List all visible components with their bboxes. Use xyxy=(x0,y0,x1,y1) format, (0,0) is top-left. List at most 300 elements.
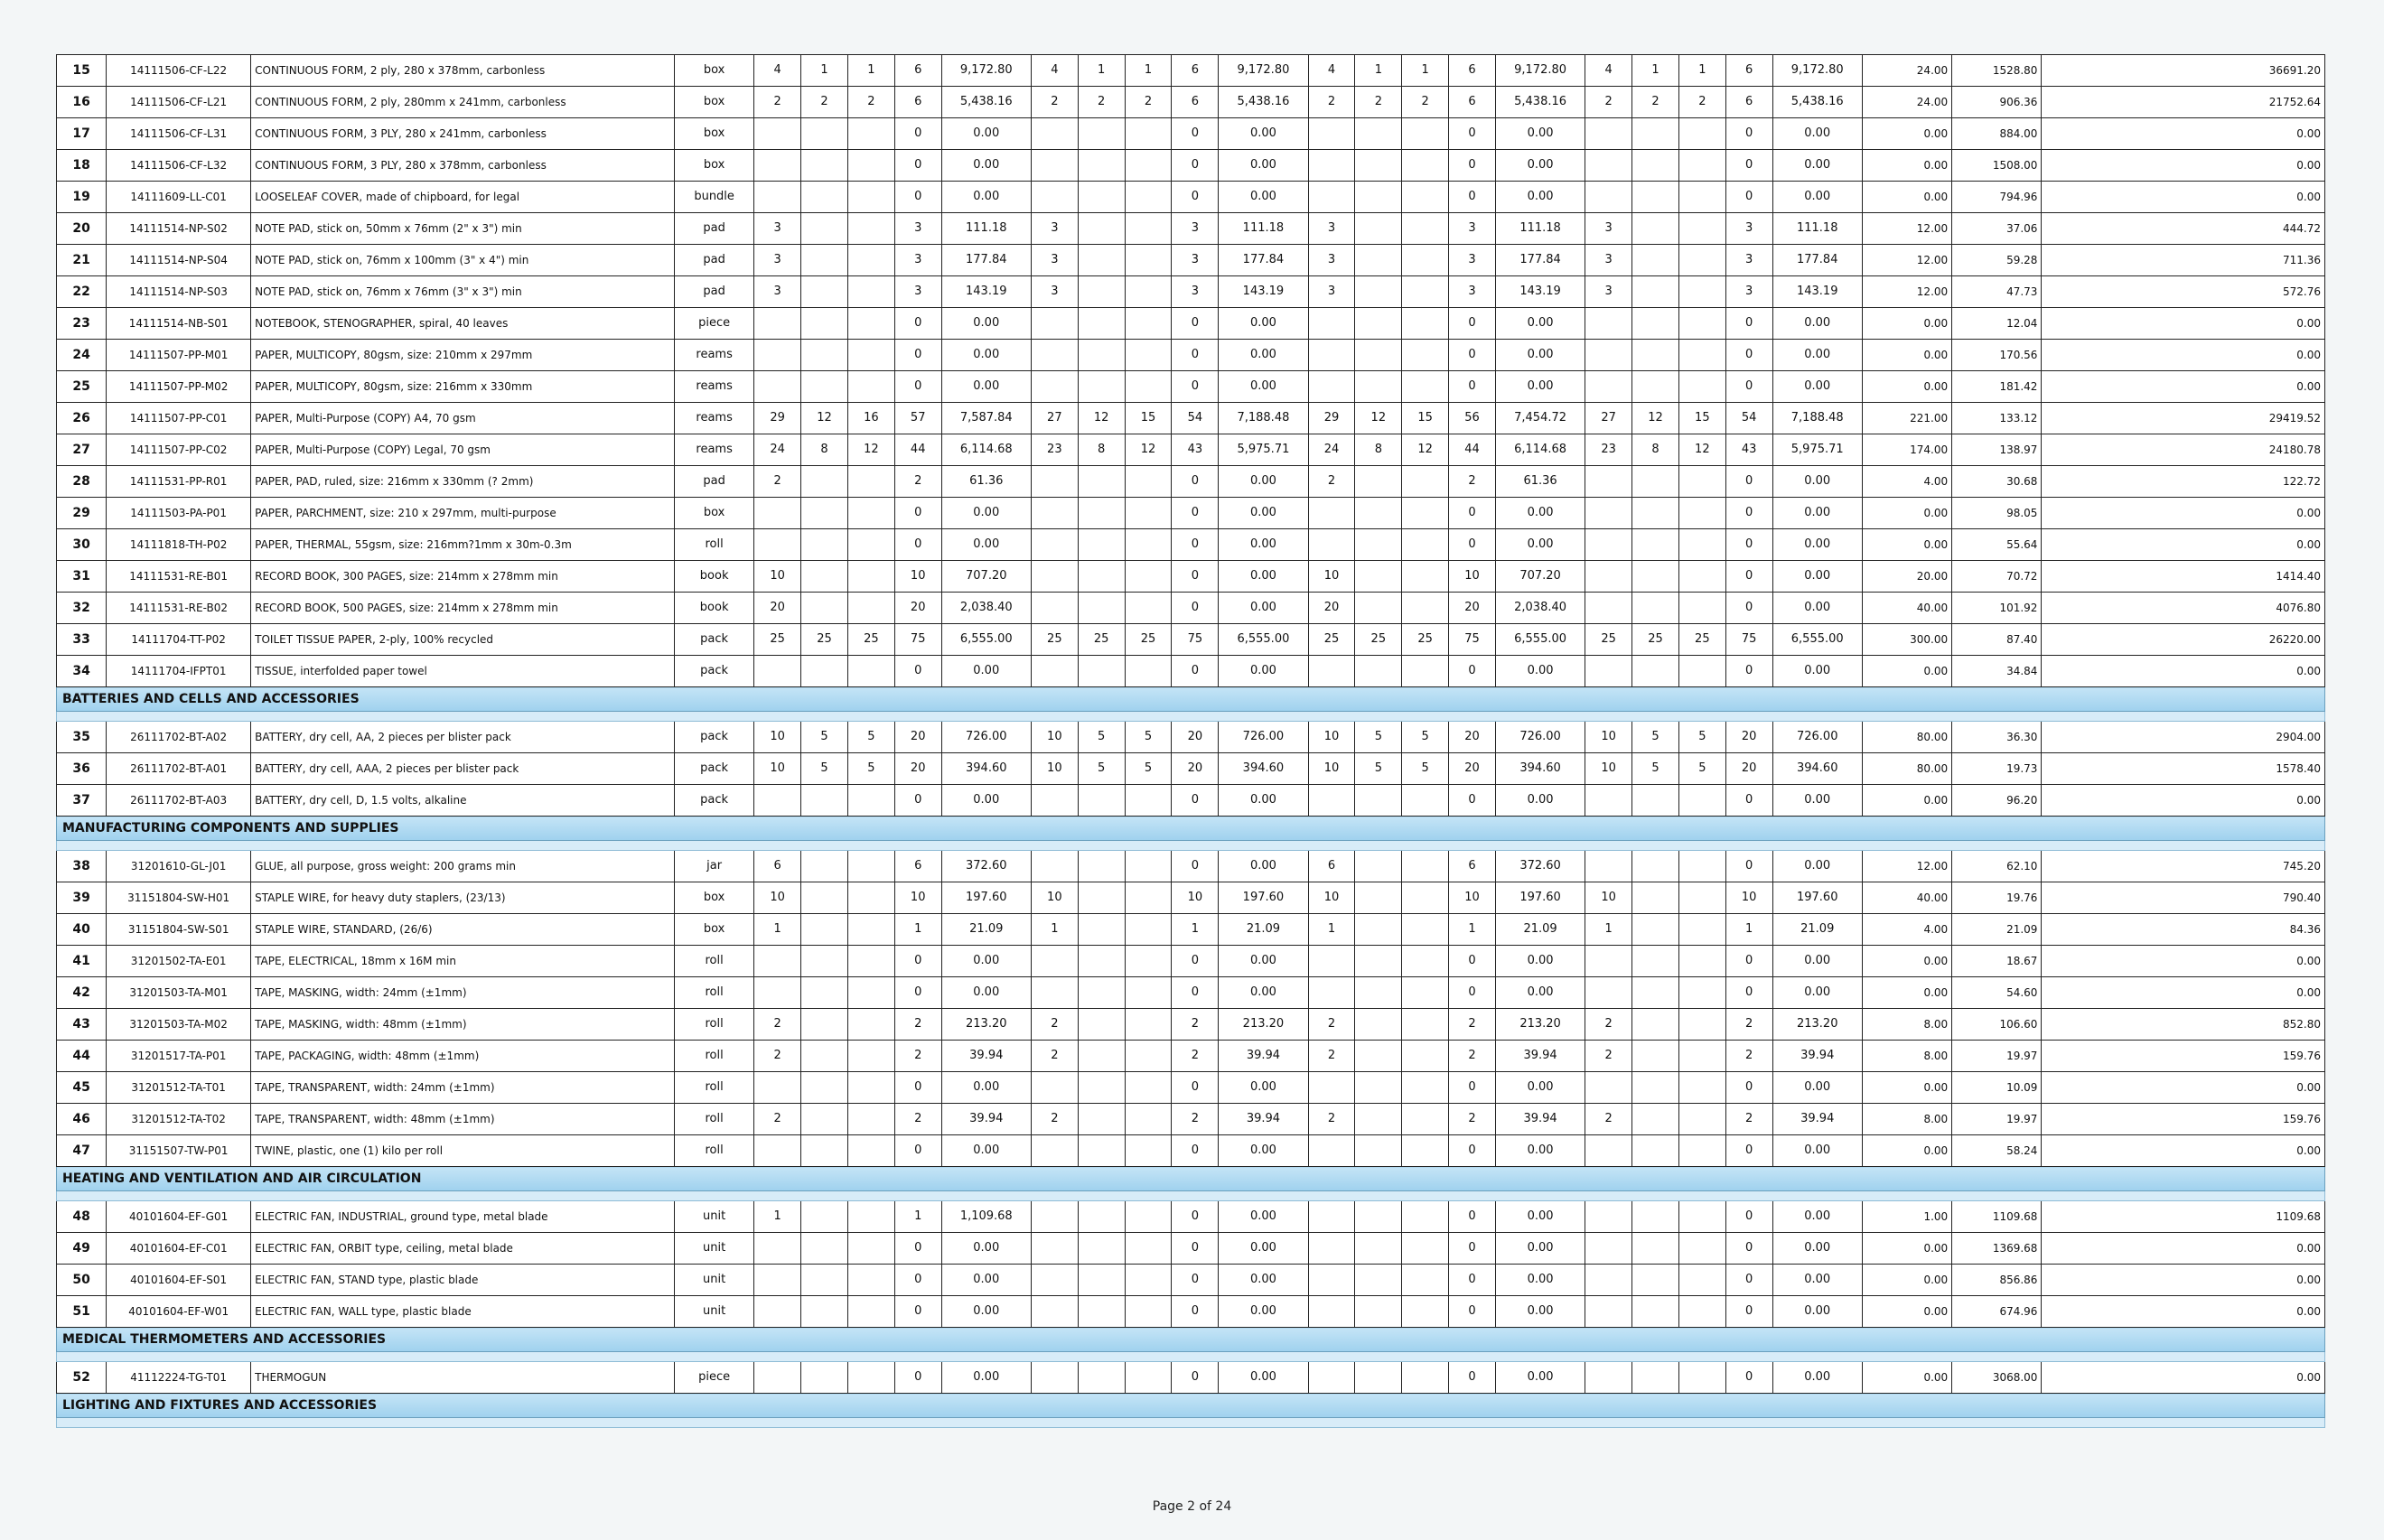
item-description: PAPER, Multi-Purpose (COPY) Legal, 70 gsm xyxy=(251,434,675,466)
q3-m2 xyxy=(1355,1296,1402,1328)
q4-m3 xyxy=(1678,213,1725,245)
total-quantity: 0.00 xyxy=(1862,1135,1951,1167)
q1-total: 0 xyxy=(894,1296,941,1328)
unit: roll xyxy=(675,1072,754,1104)
table-row xyxy=(57,753,2325,785)
q2-total: 43 xyxy=(1172,434,1219,466)
q2-total: 0 xyxy=(1172,656,1219,687)
q1-total: 20 xyxy=(894,593,941,624)
item-code: 14111609-LL-C01 xyxy=(107,182,251,213)
total-amount: 0.00 xyxy=(2042,946,2325,977)
table-row xyxy=(57,656,2325,687)
q3-m1 xyxy=(1308,182,1355,213)
q4-m3: 5 xyxy=(1678,722,1725,753)
q3-m2 xyxy=(1355,308,1402,340)
item-code: 14111507-PP-M02 xyxy=(107,371,251,403)
q1-amount: 9,172.80 xyxy=(941,55,1031,87)
q4-m2 xyxy=(1632,529,1679,561)
unit-price: 96.20 xyxy=(1952,785,2042,817)
q3-m1 xyxy=(1308,977,1355,1009)
unit: roll xyxy=(675,529,754,561)
table-row xyxy=(57,624,2325,656)
q2-m2 xyxy=(1078,785,1125,817)
q3-m2 xyxy=(1355,1362,1402,1394)
q2-m1 xyxy=(1031,593,1078,624)
q3-m1 xyxy=(1308,946,1355,977)
unit: pack xyxy=(675,624,754,656)
q2-m2 xyxy=(1078,213,1125,245)
q4-total: 54 xyxy=(1725,403,1772,434)
total-quantity: 12.00 xyxy=(1862,213,1951,245)
q2-total: 0 xyxy=(1172,593,1219,624)
q4-amount: 111.18 xyxy=(1772,213,1862,245)
q3-amount: 9,172.80 xyxy=(1495,55,1585,87)
q1-total: 2 xyxy=(894,1104,941,1135)
q4-total: 0 xyxy=(1725,561,1772,593)
q1-m2 xyxy=(801,851,848,882)
q4-amount: 0.00 xyxy=(1772,561,1862,593)
total-quantity: 0.00 xyxy=(1862,1233,1951,1265)
q2-m2 xyxy=(1078,851,1125,882)
item-description: GLUE, all purpose, gross weight: 200 grams min xyxy=(251,851,675,882)
q2-m1: 4 xyxy=(1031,55,1078,87)
q3-m3 xyxy=(1402,1041,1449,1072)
q4-total: 0 xyxy=(1725,1265,1772,1296)
unit-price: 884.00 xyxy=(1952,118,2042,150)
q4-amount: 0.00 xyxy=(1772,1296,1862,1328)
q4-m2: 8 xyxy=(1632,434,1679,466)
q1-m3 xyxy=(847,371,894,403)
q4-m1 xyxy=(1585,1072,1632,1104)
q3-m1 xyxy=(1308,1201,1355,1233)
q3-total: 10 xyxy=(1449,882,1496,914)
q4-m2 xyxy=(1632,1041,1679,1072)
q4-m1: 23 xyxy=(1585,434,1632,466)
q3-m2 xyxy=(1355,914,1402,946)
q3-m1: 4 xyxy=(1308,55,1355,87)
q4-m1 xyxy=(1585,1135,1632,1167)
q1-total: 6 xyxy=(894,55,941,87)
item-number: 34 xyxy=(57,656,107,687)
item-number: 52 xyxy=(57,1362,107,1394)
total-amount: 2904.00 xyxy=(2042,722,2325,753)
q3-m3 xyxy=(1402,914,1449,946)
q2-m3: 5 xyxy=(1125,722,1172,753)
q4-m1 xyxy=(1585,656,1632,687)
unit-price: 12.04 xyxy=(1952,308,2042,340)
q1-m1 xyxy=(754,498,801,529)
total-amount: 0.00 xyxy=(2042,656,2325,687)
q4-m3 xyxy=(1678,308,1725,340)
q1-total: 0 xyxy=(894,498,941,529)
q4-m3: 12 xyxy=(1678,434,1725,466)
q4-m2: 25 xyxy=(1632,624,1679,656)
q3-m3 xyxy=(1402,1135,1449,1167)
q2-amount: 0.00 xyxy=(1219,308,1308,340)
unit-price: 98.05 xyxy=(1952,498,2042,529)
q1-amount: 213.20 xyxy=(941,1009,1031,1041)
q2-m3 xyxy=(1125,882,1172,914)
item-code: 31201512-TA-T01 xyxy=(107,1072,251,1104)
q2-amount: 0.00 xyxy=(1219,340,1308,371)
item-code: 14111507-PP-C02 xyxy=(107,434,251,466)
category-label: BATTERIES AND CELLS AND ACCESSORIES xyxy=(57,687,2325,712)
q3-total: 6 xyxy=(1449,851,1496,882)
item-number: 24 xyxy=(57,340,107,371)
unit: jar xyxy=(675,851,754,882)
q4-amount: 177.84 xyxy=(1772,245,1862,276)
q3-m2 xyxy=(1355,466,1402,498)
q4-m2 xyxy=(1632,656,1679,687)
q3-m1: 2 xyxy=(1308,1104,1355,1135)
q4-total: 0 xyxy=(1725,498,1772,529)
q2-m3 xyxy=(1125,245,1172,276)
q1-m3 xyxy=(847,593,894,624)
item-number: 27 xyxy=(57,434,107,466)
q4-total: 0 xyxy=(1725,946,1772,977)
q1-amount: 0.00 xyxy=(941,1072,1031,1104)
category-label: MANUFACTURING COMPONENTS AND SUPPLIES xyxy=(57,817,2325,841)
q2-amount: 0.00 xyxy=(1219,1296,1308,1328)
total-amount: 159.76 xyxy=(2042,1041,2325,1072)
q2-total: 0 xyxy=(1172,466,1219,498)
unit-price: 19.97 xyxy=(1952,1041,2042,1072)
q4-m3 xyxy=(1678,1362,1725,1394)
q4-m2 xyxy=(1632,851,1679,882)
q2-m1: 10 xyxy=(1031,722,1078,753)
q3-total: 2 xyxy=(1449,1104,1496,1135)
q1-m1: 2 xyxy=(754,1104,801,1135)
q1-m3: 12 xyxy=(847,434,894,466)
q1-m1: 2 xyxy=(754,87,801,118)
q4-amount: 0.00 xyxy=(1772,498,1862,529)
q1-m3 xyxy=(847,213,894,245)
q2-total: 0 xyxy=(1172,371,1219,403)
q2-m3 xyxy=(1125,1233,1172,1265)
q2-m3 xyxy=(1125,1104,1172,1135)
q3-total: 10 xyxy=(1449,561,1496,593)
q4-m3 xyxy=(1678,1135,1725,1167)
q1-m1 xyxy=(754,1362,801,1394)
q4-m3 xyxy=(1678,882,1725,914)
q2-amount: 0.00 xyxy=(1219,656,1308,687)
q2-m2 xyxy=(1078,371,1125,403)
q3-m2: 12 xyxy=(1355,403,1402,434)
q2-m2 xyxy=(1078,1233,1125,1265)
q1-m1: 29 xyxy=(754,403,801,434)
q1-m2 xyxy=(801,1201,848,1233)
q1-m2: 12 xyxy=(801,403,848,434)
q3-m3 xyxy=(1402,118,1449,150)
q4-m2 xyxy=(1632,245,1679,276)
table-row xyxy=(57,466,2325,498)
q4-m3 xyxy=(1678,371,1725,403)
q1-m2 xyxy=(801,1362,848,1394)
total-quantity: 0.00 xyxy=(1862,340,1951,371)
q1-m3 xyxy=(847,561,894,593)
q4-m2 xyxy=(1632,946,1679,977)
q4-m2 xyxy=(1632,118,1679,150)
q2-m2: 5 xyxy=(1078,753,1125,785)
q4-total: 0 xyxy=(1725,785,1772,817)
q2-m3 xyxy=(1125,1135,1172,1167)
unit-price: 30.68 xyxy=(1952,466,2042,498)
q3-m3: 2 xyxy=(1402,87,1449,118)
table-row xyxy=(57,182,2325,213)
q3-m3 xyxy=(1402,308,1449,340)
item-code: 41112224-TG-T01 xyxy=(107,1362,251,1394)
q4-m2: 12 xyxy=(1632,403,1679,434)
q3-total: 0 xyxy=(1449,340,1496,371)
q3-amount: 111.18 xyxy=(1495,213,1585,245)
item-description: TOILET TISSUE PAPER, 2-ply, 100% recycled xyxy=(251,624,675,656)
q2-total: 20 xyxy=(1172,753,1219,785)
item-number: 36 xyxy=(57,753,107,785)
q4-m1 xyxy=(1585,561,1632,593)
q2-amount: 5,975.71 xyxy=(1219,434,1308,466)
q3-m3 xyxy=(1402,529,1449,561)
q3-amount: 7,454.72 xyxy=(1495,403,1585,434)
q3-m2 xyxy=(1355,371,1402,403)
table-row xyxy=(57,276,2325,308)
total-quantity: 0.00 xyxy=(1862,1265,1951,1296)
q4-m3 xyxy=(1678,977,1725,1009)
q3-m3 xyxy=(1402,851,1449,882)
q3-amount: 0.00 xyxy=(1495,1362,1585,1394)
q1-m1: 20 xyxy=(754,593,801,624)
q2-total: 0 xyxy=(1172,785,1219,817)
q2-m1 xyxy=(1031,1201,1078,1233)
table-row xyxy=(57,882,2325,914)
q1-total: 0 xyxy=(894,656,941,687)
q4-m1 xyxy=(1585,1233,1632,1265)
q3-m3: 5 xyxy=(1402,753,1449,785)
q1-amount: 6,555.00 xyxy=(941,624,1031,656)
q1-total: 0 xyxy=(894,308,941,340)
q2-m1 xyxy=(1031,340,1078,371)
q1-m2 xyxy=(801,276,848,308)
q1-m2 xyxy=(801,785,848,817)
item-description: TAPE, TRANSPARENT, width: 48mm (±1mm) xyxy=(251,1104,675,1135)
q1-m2 xyxy=(801,245,848,276)
item-description: PAPER, PAD, ruled, size: 216mm x 330mm (? 2mm) xyxy=(251,466,675,498)
q4-m2 xyxy=(1632,1104,1679,1135)
q4-amount: 0.00 xyxy=(1772,1362,1862,1394)
q3-m1: 1 xyxy=(1308,914,1355,946)
unit: piece xyxy=(675,308,754,340)
table-row xyxy=(57,529,2325,561)
table-row xyxy=(57,1362,2325,1394)
unit: roll xyxy=(675,946,754,977)
item-code: 14111531-RE-B01 xyxy=(107,561,251,593)
q4-total: 20 xyxy=(1725,722,1772,753)
item-number: 33 xyxy=(57,624,107,656)
q3-amount: 0.00 xyxy=(1495,1201,1585,1233)
q3-amount: 5,438.16 xyxy=(1495,87,1585,118)
q2-m2 xyxy=(1078,1041,1125,1072)
q4-amount: 39.94 xyxy=(1772,1041,1862,1072)
q2-amount: 0.00 xyxy=(1219,851,1308,882)
q4-total: 1 xyxy=(1725,914,1772,946)
q2-m3 xyxy=(1125,1296,1172,1328)
q4-total: 0 xyxy=(1725,340,1772,371)
q1-m3 xyxy=(847,882,894,914)
q4-total: 0 xyxy=(1725,1296,1772,1328)
q3-total: 6 xyxy=(1449,87,1496,118)
q4-total: 0 xyxy=(1725,182,1772,213)
q1-m2: 5 xyxy=(801,753,848,785)
q1-m3: 16 xyxy=(847,403,894,434)
item-number: 37 xyxy=(57,785,107,817)
q2-m3 xyxy=(1125,1265,1172,1296)
unit-price: 36.30 xyxy=(1952,722,2042,753)
q1-m2 xyxy=(801,340,848,371)
unit: roll xyxy=(675,977,754,1009)
table-row xyxy=(57,1104,2325,1135)
q2-m1 xyxy=(1031,371,1078,403)
total-quantity: 40.00 xyxy=(1862,593,1951,624)
unit: reams xyxy=(675,340,754,371)
item-code: 14111507-PP-M01 xyxy=(107,340,251,371)
total-quantity: 40.00 xyxy=(1862,882,1951,914)
q2-m1: 3 xyxy=(1031,245,1078,276)
q2-m1 xyxy=(1031,1362,1078,1394)
category-spacer xyxy=(57,1191,2325,1201)
q1-m1 xyxy=(754,371,801,403)
item-description: BATTERY, dry cell, D, 1.5 volts, alkaline xyxy=(251,785,675,817)
q2-total: 0 xyxy=(1172,182,1219,213)
unit-price: 70.72 xyxy=(1952,561,2042,593)
q2-amount: 6,555.00 xyxy=(1219,624,1308,656)
total-amount: 444.72 xyxy=(2042,213,2325,245)
q1-m2 xyxy=(801,1072,848,1104)
q1-total: 0 xyxy=(894,1135,941,1167)
q3-m2 xyxy=(1355,1009,1402,1041)
total-amount: 0.00 xyxy=(2042,1265,2325,1296)
item-description: THERMOGUN xyxy=(251,1362,675,1394)
q3-total: 20 xyxy=(1449,722,1496,753)
total-amount: 0.00 xyxy=(2042,371,2325,403)
category-spacer xyxy=(57,1418,2325,1428)
item-description: CONTINUOUS FORM, 3 PLY, 280 x 241mm, carbonless xyxy=(251,118,675,150)
q2-m2 xyxy=(1078,529,1125,561)
q4-m1: 2 xyxy=(1585,87,1632,118)
q2-total: 75 xyxy=(1172,624,1219,656)
item-description: PAPER, Multi-Purpose (COPY) A4, 70 gsm xyxy=(251,403,675,434)
total-quantity: 4.00 xyxy=(1862,914,1951,946)
q2-m3 xyxy=(1125,656,1172,687)
q1-m2 xyxy=(801,914,848,946)
q4-m1 xyxy=(1585,118,1632,150)
q3-total: 0 xyxy=(1449,946,1496,977)
q4-amount: 39.94 xyxy=(1772,1104,1862,1135)
table-row xyxy=(57,785,2325,817)
q2-amount: 0.00 xyxy=(1219,529,1308,561)
q1-m2 xyxy=(801,946,848,977)
item-description: BATTERY, dry cell, AAA, 2 pieces per blister pack xyxy=(251,753,675,785)
table-row xyxy=(57,213,2325,245)
q4-total: 43 xyxy=(1725,434,1772,466)
category-spacer xyxy=(57,712,2325,722)
q1-m3 xyxy=(847,1009,894,1041)
table-row xyxy=(57,561,2325,593)
q1-m3 xyxy=(847,1362,894,1394)
item-code: 14111531-RE-B02 xyxy=(107,593,251,624)
category-header xyxy=(57,1394,2325,1418)
unit: box xyxy=(675,118,754,150)
item-number: 51 xyxy=(57,1296,107,1328)
q4-m1: 2 xyxy=(1585,1104,1632,1135)
total-quantity: 12.00 xyxy=(1862,276,1951,308)
item-number: 19 xyxy=(57,182,107,213)
item-code: 31151507-TW-P01 xyxy=(107,1135,251,1167)
q3-m3 xyxy=(1402,340,1449,371)
item-code: 14111531-PP-R01 xyxy=(107,466,251,498)
table-row xyxy=(57,340,2325,371)
q4-amount: 0.00 xyxy=(1772,1072,1862,1104)
q2-m1 xyxy=(1031,1296,1078,1328)
q4-m1: 10 xyxy=(1585,753,1632,785)
q2-total: 0 xyxy=(1172,561,1219,593)
total-quantity: 24.00 xyxy=(1862,87,1951,118)
q1-m2 xyxy=(801,882,848,914)
q3-m3 xyxy=(1402,150,1449,182)
q3-m3 xyxy=(1402,1201,1449,1233)
q3-m2: 2 xyxy=(1355,87,1402,118)
q2-total: 54 xyxy=(1172,403,1219,434)
q4-amount: 0.00 xyxy=(1772,1265,1862,1296)
q3-m3 xyxy=(1402,1072,1449,1104)
table-row xyxy=(57,593,2325,624)
q3-m3 xyxy=(1402,656,1449,687)
q1-m3 xyxy=(847,946,894,977)
q3-amount: 0.00 xyxy=(1495,1233,1585,1265)
q1-m3 xyxy=(847,1296,894,1328)
q4-m3: 2 xyxy=(1678,87,1725,118)
item-number: 39 xyxy=(57,882,107,914)
q1-m1: 10 xyxy=(754,882,801,914)
q3-m1: 3 xyxy=(1308,276,1355,308)
q3-total: 0 xyxy=(1449,1135,1496,1167)
q3-amount: 0.00 xyxy=(1495,308,1585,340)
item-description: ELECTRIC FAN, WALL type, plastic blade xyxy=(251,1296,675,1328)
q3-amount: 0.00 xyxy=(1495,785,1585,817)
q1-m2 xyxy=(801,561,848,593)
q3-m3 xyxy=(1402,882,1449,914)
q4-m1: 2 xyxy=(1585,1009,1632,1041)
q4-m3 xyxy=(1678,1201,1725,1233)
q3-m3 xyxy=(1402,977,1449,1009)
q2-m1 xyxy=(1031,1265,1078,1296)
unit: pack xyxy=(675,785,754,817)
q1-m2 xyxy=(801,118,848,150)
q3-amount: 6,555.00 xyxy=(1495,624,1585,656)
q3-m3 xyxy=(1402,593,1449,624)
q2-m2: 2 xyxy=(1078,87,1125,118)
table-row xyxy=(57,308,2325,340)
item-description: CONTINUOUS FORM, 2 ply, 280 x 378mm, carbonless xyxy=(251,55,675,87)
q1-m2 xyxy=(801,182,848,213)
q1-m2 xyxy=(801,371,848,403)
q2-m1 xyxy=(1031,150,1078,182)
item-description: TAPE, ELECTRICAL, 18mm x 16M min xyxy=(251,946,675,977)
q1-amount: 143.19 xyxy=(941,276,1031,308)
q4-amount: 0.00 xyxy=(1772,1201,1862,1233)
q2-m2: 1 xyxy=(1078,55,1125,87)
q4-amount: 7,188.48 xyxy=(1772,403,1862,434)
q3-m1: 2 xyxy=(1308,87,1355,118)
q3-m3: 5 xyxy=(1402,722,1449,753)
